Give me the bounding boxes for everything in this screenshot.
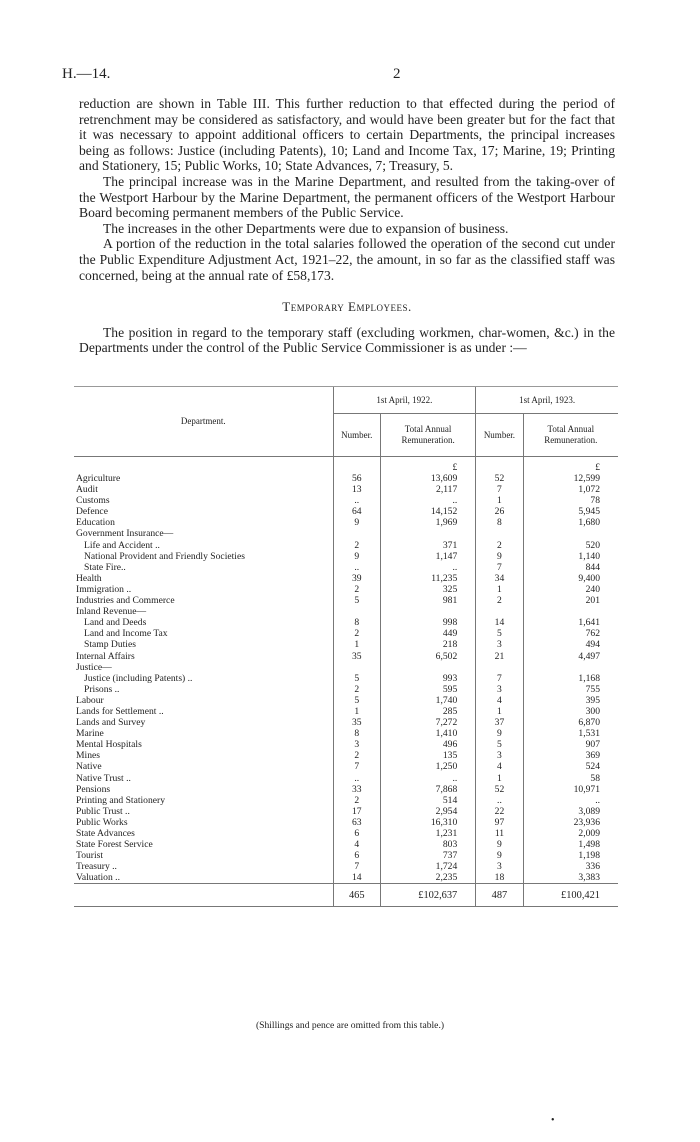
remuneration-1923-cell: 6,870 (523, 717, 618, 728)
remuneration-1922-cell: 1,231 (380, 828, 475, 839)
number-1922-cell: 1 (333, 639, 380, 650)
col-remuneration-1922: Total Annual Remuneration. (380, 414, 475, 457)
remuneration-1923-cell: 907 (523, 739, 618, 750)
currency-row (74, 457, 618, 474)
department-cell: Native (76, 761, 102, 773)
number-1922-cell: 1 (333, 706, 380, 717)
table-row (74, 673, 618, 684)
department-cell: Internal Affairs (76, 650, 135, 662)
number-1922-cell: 56 (333, 473, 380, 484)
table-row (74, 850, 618, 861)
number-1922-cell: 64 (333, 506, 380, 517)
number-1923-cell (476, 528, 523, 539)
remuneration-1922-cell: 7,272 (380, 717, 475, 728)
number-1922-cell: .. (333, 773, 380, 784)
remuneration-1923-cell (523, 662, 618, 673)
remuneration-1923-cell: 524 (523, 761, 618, 772)
number-1923-cell (476, 662, 523, 673)
remuneration-1923-cell: 1,498 (523, 839, 618, 850)
number-1922-cell: 35 (333, 717, 380, 728)
number-1922-cell: 8 (333, 728, 380, 739)
number-1923-cell: 1 (476, 706, 523, 717)
department-cell: Land and Deeds (84, 617, 147, 629)
remuneration-1922-cell: 737 (380, 850, 475, 861)
remuneration-1923-cell: 755 (523, 684, 618, 695)
remuneration-1922-cell (380, 606, 475, 617)
table-row (74, 506, 618, 517)
department-cell: Mines (76, 750, 100, 762)
table-row (74, 562, 618, 573)
number-1922-cell: 5 (333, 673, 380, 684)
currency-symbol: £ (380, 457, 475, 474)
intro-paragraph: The position in regard to the temporary staff (excluding workmen, char-women, &c.) in the Departments under the control of the Public Service Commissioner is as under :— (79, 324, 615, 356)
department-cell: Printing and Stationery (76, 794, 165, 806)
number-1922-cell: 2 (333, 684, 380, 695)
temporary-employees-table (74, 386, 618, 907)
number-1923-cell: 3 (476, 684, 523, 695)
department-cell: National Provident and Friendly Societies (84, 550, 245, 562)
table-row (74, 739, 618, 750)
page-number: 2 (393, 66, 401, 82)
table-row (74, 706, 618, 717)
table-row (74, 750, 618, 761)
number-1923-cell: 52 (476, 784, 523, 795)
remuneration-1922-cell: 11,235 (380, 573, 475, 584)
remuneration-1923-cell: 300 (523, 706, 618, 717)
remuneration-1922-cell: 1,724 (380, 861, 475, 872)
table-row (74, 761, 618, 772)
remuneration-1922-cell: 325 (380, 584, 475, 595)
total-number-1922: 465 (333, 884, 380, 907)
remuneration-1923-cell: 762 (523, 628, 618, 639)
number-1923-cell: 9 (476, 839, 523, 850)
remuneration-1922-cell: 7,868 (380, 784, 475, 795)
number-1923-cell: 9 (476, 728, 523, 739)
number-1922-cell: 13 (333, 484, 380, 495)
department-cell: Public Trust .. (76, 805, 130, 817)
table-row (74, 540, 618, 551)
table-row (74, 695, 618, 706)
table-row (74, 817, 618, 828)
number-1922-cell (333, 528, 380, 539)
remuneration-1923-cell: 10,971 (523, 784, 618, 795)
remuneration-1922-cell: 6,502 (380, 651, 475, 662)
col-department-header: Department. (74, 387, 333, 457)
number-1923-cell: 37 (476, 717, 523, 728)
number-1923-cell: 52 (476, 473, 523, 484)
department-cell: Marine (76, 728, 104, 740)
number-1923-cell: 14 (476, 617, 523, 628)
remuneration-1923-cell: 78 (523, 495, 618, 506)
remuneration-1923-cell (523, 606, 618, 617)
remuneration-1923-cell: 395 (523, 695, 618, 706)
table-row (74, 473, 618, 484)
table-row (74, 651, 618, 662)
number-1922-cell: 35 (333, 651, 380, 662)
number-1923-cell: 3 (476, 861, 523, 872)
remuneration-1922-cell: 14,152 (380, 506, 475, 517)
total-number-1923: 487 (476, 884, 523, 907)
paragraph: A portion of the reduction in the total salaries followed the operation of the second cut under the Public Expenditure Adjustment Act, 1921–22, the amount, in so far as the classified staff was concerned, being at the annual rate of £58,173. (79, 236, 615, 283)
department-cell: Public Works (76, 816, 128, 828)
remuneration-1923-cell: 240 (523, 584, 618, 595)
paragraph: reduction are shown in Table III. This further reduction to that effected during the period of retrenchment may be considered as satisfactory, and would have been greater but for the fact that it was necessary to appoint additional officers to certain Departments, the principal increases being as follows: Justice (including Patents), 10; Land and Income Tax, 17; Marine, 19; Printing and Stationery, 15; Public Works, 10; State Advances, 7; Treasury, 5. (79, 96, 615, 174)
remuneration-1922-cell: 135 (380, 750, 475, 761)
remuneration-1923-cell: 3,383 (523, 872, 618, 884)
remuneration-1922-cell: 13,609 (380, 473, 475, 484)
remuneration-1923-cell: 1,140 (523, 551, 618, 562)
number-1922-cell: 7 (333, 861, 380, 872)
remuneration-1922-cell: 218 (380, 639, 475, 650)
remuneration-1923-cell: 2,009 (523, 828, 618, 839)
currency-symbol: £ (523, 457, 618, 474)
number-1922-cell: 6 (333, 850, 380, 861)
remuneration-1922-cell (380, 662, 475, 673)
number-1922-cell: 2 (333, 584, 380, 595)
number-1923-cell: 3 (476, 750, 523, 761)
number-1923-cell: 1 (476, 495, 523, 506)
table-row (74, 595, 618, 606)
remuneration-1922-cell: 1,740 (380, 695, 475, 706)
department-cell: Industries and Commerce (76, 595, 175, 607)
remuneration-1922-cell: 998 (380, 617, 475, 628)
department-cell: Government Insurance— (76, 528, 174, 540)
number-1922-cell: 14 (333, 872, 380, 884)
remuneration-1922-cell (380, 528, 475, 539)
remuneration-1923-cell: 9,400 (523, 573, 618, 584)
department-cell: State Advances (76, 828, 135, 839)
number-1922-cell: 9 (333, 517, 380, 528)
number-1923-cell: 97 (476, 817, 523, 828)
number-1922-cell: 7 (333, 761, 380, 772)
number-1923-cell: 4 (476, 761, 523, 772)
remuneration-1922-cell: 371 (380, 540, 475, 551)
number-1922-cell: 3 (333, 739, 380, 750)
number-1922-cell: 5 (333, 595, 380, 606)
department-cell: Prisons .. (84, 683, 120, 695)
remuneration-1923-cell: 1,198 (523, 850, 618, 861)
number-1923-cell: 18 (476, 872, 523, 884)
remuneration-1922-cell: 2,117 (380, 484, 475, 495)
col-group-1923: 1st April, 1923. (476, 387, 618, 414)
department-cell: Valuation .. (76, 872, 120, 884)
number-1922-cell: 2 (333, 540, 380, 551)
page-mark: • (551, 1115, 555, 1126)
number-1922-cell: 2 (333, 795, 380, 806)
department-cell: Treasury .. (76, 861, 117, 873)
remuneration-1922-cell: 1,410 (380, 728, 475, 739)
remuneration-1923-cell: 58 (523, 773, 618, 784)
department-cell: Justice— (76, 661, 112, 673)
number-1923-cell: 5 (476, 739, 523, 750)
number-1922-cell: 5 (333, 695, 380, 706)
page-header (62, 66, 638, 86)
remuneration-1923-cell (523, 528, 618, 539)
department-cell: Land and Income Tax (84, 628, 168, 640)
number-1922-cell: 33 (333, 784, 380, 795)
number-1923-cell: .. (476, 795, 523, 806)
number-1923-cell: 9 (476, 850, 523, 861)
remuneration-1923-cell: 844 (523, 562, 618, 573)
number-1922-cell: 6 (333, 828, 380, 839)
table-row (74, 495, 618, 506)
remuneration-1922-cell: 981 (380, 595, 475, 606)
table-row (74, 784, 618, 795)
number-1923-cell (476, 606, 523, 617)
department-cell: Defence (76, 506, 108, 518)
number-1923-cell: 3 (476, 639, 523, 650)
table-row (74, 717, 618, 728)
table-row (74, 628, 618, 639)
table-body (74, 457, 618, 884)
table-row (74, 551, 618, 562)
remuneration-1923-cell: 1,680 (523, 517, 618, 528)
remuneration-1922-cell: 595 (380, 684, 475, 695)
table-row (74, 617, 618, 628)
department-cell: State Fire.. (84, 561, 126, 573)
remuneration-1923-cell: 1,168 (523, 673, 618, 684)
remuneration-1923-cell: 1,531 (523, 728, 618, 739)
number-1923-cell: 21 (476, 651, 523, 662)
remuneration-1923-cell: 1,072 (523, 484, 618, 495)
number-1922-cell: 4 (333, 839, 380, 850)
table-row (74, 773, 618, 784)
table-row (74, 606, 618, 617)
number-1923-cell: 7 (476, 673, 523, 684)
department-cell: State Forest Service (76, 839, 153, 851)
col-group-1922: 1st April, 1922. (333, 387, 476, 414)
number-1922-cell: 9 (333, 551, 380, 562)
remuneration-1922-cell: 1,250 (380, 761, 475, 772)
number-1922-cell: .. (333, 495, 380, 506)
remuneration-1922-cell: 514 (380, 795, 475, 806)
remuneration-1922-cell: 449 (380, 628, 475, 639)
number-1923-cell: 5 (476, 628, 523, 639)
body-text (79, 96, 615, 356)
department-cell: Lands and Survey (76, 717, 146, 729)
department-cell: Pensions (76, 783, 111, 795)
number-1923-cell: 1 (476, 773, 523, 784)
remuneration-1922-cell: 2,235 (380, 872, 475, 884)
table-row (74, 728, 618, 739)
col-number-1923: Number. (476, 414, 523, 457)
total-row (74, 884, 618, 907)
number-1923-cell: 22 (476, 806, 523, 817)
number-1923-cell: 1 (476, 584, 523, 595)
remuneration-1923-cell: 336 (523, 861, 618, 872)
department-cell: Health (76, 572, 102, 584)
remuneration-1922-cell: 993 (380, 673, 475, 684)
table-row (74, 839, 618, 850)
remuneration-1923-cell: 520 (523, 540, 618, 551)
remuneration-1923-cell: .. (523, 795, 618, 806)
remuneration-1922-cell: 16,310 (380, 817, 475, 828)
number-1923-cell: 2 (476, 540, 523, 551)
table-row (74, 684, 618, 695)
number-1922-cell (333, 606, 380, 617)
table-row (74, 806, 618, 817)
remuneration-1922-cell: 1,147 (380, 551, 475, 562)
table-row (74, 517, 618, 528)
paragraph: The increases in the other Departments were due to expansion of business. (103, 220, 509, 236)
remuneration-1923-cell: 4,497 (523, 651, 618, 662)
number-1922-cell: 63 (333, 817, 380, 828)
remuneration-1923-cell: 3,089 (523, 806, 618, 817)
department-cell: Mental Hospitals (76, 739, 142, 751)
number-1922-cell (333, 662, 380, 673)
table-row (74, 662, 618, 673)
table-row (74, 872, 618, 884)
table-footnote: (Shillings and pence are omitted from this table.) (255, 1020, 445, 1031)
number-1923-cell: 34 (476, 573, 523, 584)
paragraph: The principal increase was in the Marine Department, and resulted from the taking-over of the Westport Harbour by the Marine Department, the permanent officers of the Westport Harbour Board becoming permanent members of the Public Service. (79, 173, 615, 221)
number-1922-cell: 17 (333, 806, 380, 817)
number-1923-cell: 7 (476, 562, 523, 573)
remuneration-1923-cell: 5,945 (523, 506, 618, 517)
department-cell: Audit (76, 484, 98, 496)
remuneration-1923-cell: 369 (523, 750, 618, 761)
remuneration-1922-cell: .. (380, 495, 475, 506)
report-reference: H.—14. (62, 66, 111, 82)
remuneration-1922-cell: 803 (380, 839, 475, 850)
table-row (74, 584, 618, 595)
department-cell: Lands for Settlement .. (76, 705, 164, 717)
remuneration-1923-cell: 494 (523, 639, 618, 650)
remuneration-1923-cell: 201 (523, 595, 618, 606)
remuneration-1922-cell: 285 (380, 706, 475, 717)
department-cell: Labour (76, 694, 104, 706)
department-cell: Tourist (76, 850, 104, 862)
col-number-1922: Number. (333, 414, 380, 457)
remuneration-1922-cell: .. (380, 773, 475, 784)
number-1922-cell: .. (333, 562, 380, 573)
department-cell: Education (76, 517, 115, 529)
department-cell: Native Trust .. (76, 772, 131, 784)
department-cell: Customs (76, 495, 110, 507)
number-1923-cell: 7 (476, 484, 523, 495)
section-heading: Temporary Employees. (282, 299, 412, 315)
number-1923-cell: 4 (476, 695, 523, 706)
number-1922-cell: 8 (333, 617, 380, 628)
remuneration-1922-cell: 496 (380, 739, 475, 750)
department-cell: Inland Revenue— (76, 606, 147, 618)
number-1923-cell: 26 (476, 506, 523, 517)
remuneration-1922-cell: 1,969 (380, 517, 475, 528)
number-1922-cell: 39 (333, 573, 380, 584)
table-row (74, 795, 618, 806)
number-1923-cell: 9 (476, 551, 523, 562)
remuneration-1922-cell: 2,954 (380, 806, 475, 817)
remuneration-1923-cell: 12,599 (523, 473, 618, 484)
table-row (74, 828, 618, 839)
table-row (74, 528, 618, 539)
col-remuneration-1923: Total Annual Remuneration. (523, 414, 618, 457)
department-cell: Agriculture (76, 473, 121, 484)
remuneration-1923-cell: 1,641 (523, 617, 618, 628)
table-row (74, 861, 618, 872)
department-cell: Stamp Duties (84, 639, 136, 651)
remuneration-1923-cell: 23,936 (523, 817, 618, 828)
total-remuneration-1922: £102,637 (380, 884, 475, 907)
number-1923-cell: 11 (476, 828, 523, 839)
total-remuneration-1923: £100,421 (523, 884, 618, 907)
number-1923-cell: 2 (476, 595, 523, 606)
table-row (74, 484, 618, 495)
number-1922-cell: 2 (333, 750, 380, 761)
department-cell: Immigration .. (76, 583, 132, 595)
table-row (74, 573, 618, 584)
table-row (74, 639, 618, 650)
department-cell: Life and Accident .. (84, 539, 160, 551)
number-1923-cell: 8 (476, 517, 523, 528)
remuneration-1922-cell: .. (380, 562, 475, 573)
department-cell: Justice (including Patents) .. (84, 672, 193, 684)
number-1922-cell: 2 (333, 628, 380, 639)
